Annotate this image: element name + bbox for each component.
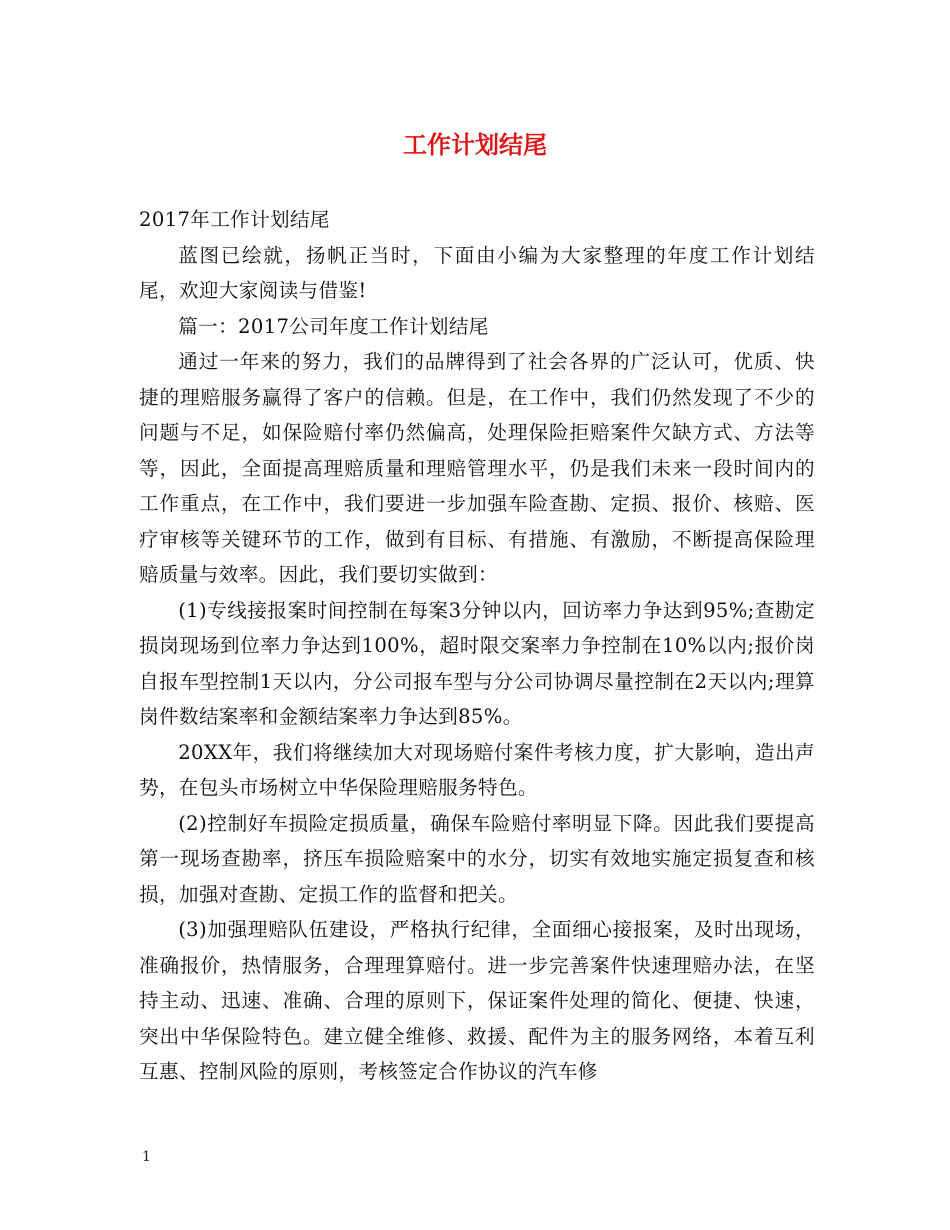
paragraph-20xx: 20XX年，我们将继续加大对现场赔付案件考核力度，扩大影响，造出声势，在包头市场树立中华保险理赔服务特色。 <box>139 740 815 799</box>
page-number: 1 <box>142 1149 151 1165</box>
document-body <box>139 202 815 1090</box>
section-heading: 篇一：2017公司年度工作计划结尾 <box>178 314 489 338</box>
paragraph-item-1: (1)专线接报案时间控制在每案3分钟以内，回访率力争达到95%;查勘定损岗现场到位率力争达到100%，超时限交案率力争控制在10%以内;报价岗自报车型控制1天以内，分公司报车型与分公司协调尽量控制在2天以内;理算岗件数结案率和金额结案率力争达到85%。 <box>139 598 815 728</box>
paragraph-overview: 通过一年来的努力，我们的品牌得到了社会各界的广泛认可，优质、快捷的理赔服务赢得了客户的信赖。但是，在工作中，我们仍然发现了不少的问题与不足，如保险赔付率仍然偏高，处理保险拒赔案件欠缺方式、方法等等，因此，全面提高理赔质量和理赔管理水平，仍是我们未来一段时间内的工作重点，在工作中，我们要进一步加强车险查勘、定损、报价、核赔、医疗审核等关键环节的工作，做到有目标、有措施、有激励，不断提高保险理赔质量与效率。因此，我们要切实做到： <box>139 350 815 586</box>
document-subtitle: 2017年工作计划结尾 <box>139 208 330 231</box>
page-title: 工作计划结尾 <box>403 130 547 159</box>
paragraph-item-3: (3)加强理赔队伍建设，严格执行纪律，全面细心接报案，及时出现场，准确报价，热情服务，合理理算赔付。进一步完善案件快速理赔办法，在坚持主动、迅速、准确、合理的原则下，保证案件处理的简化、便捷、快速，突出中华保险特色。建立健全维修、救援、配件为主的服务网络，本着互利互惠、控制风险的原则，考核签定合作协议的汽车修 <box>139 918 815 1083</box>
paragraph-intro: 蓝图已绘就，扬帆正当时，下面由小编为大家整理的年度工作计划结尾，欢迎大家阅读与借鉴! <box>139 243 815 302</box>
paragraph-item-2: (2)控制好车损险定损质量，确保车险赔付率明显下降。因此我们要提高第一现场查勘率，挤压车损险赔案中的水分，切实有效地实施定损复查和核损，加强对查勘、定损工作的监督和把关。 <box>139 811 815 906</box>
